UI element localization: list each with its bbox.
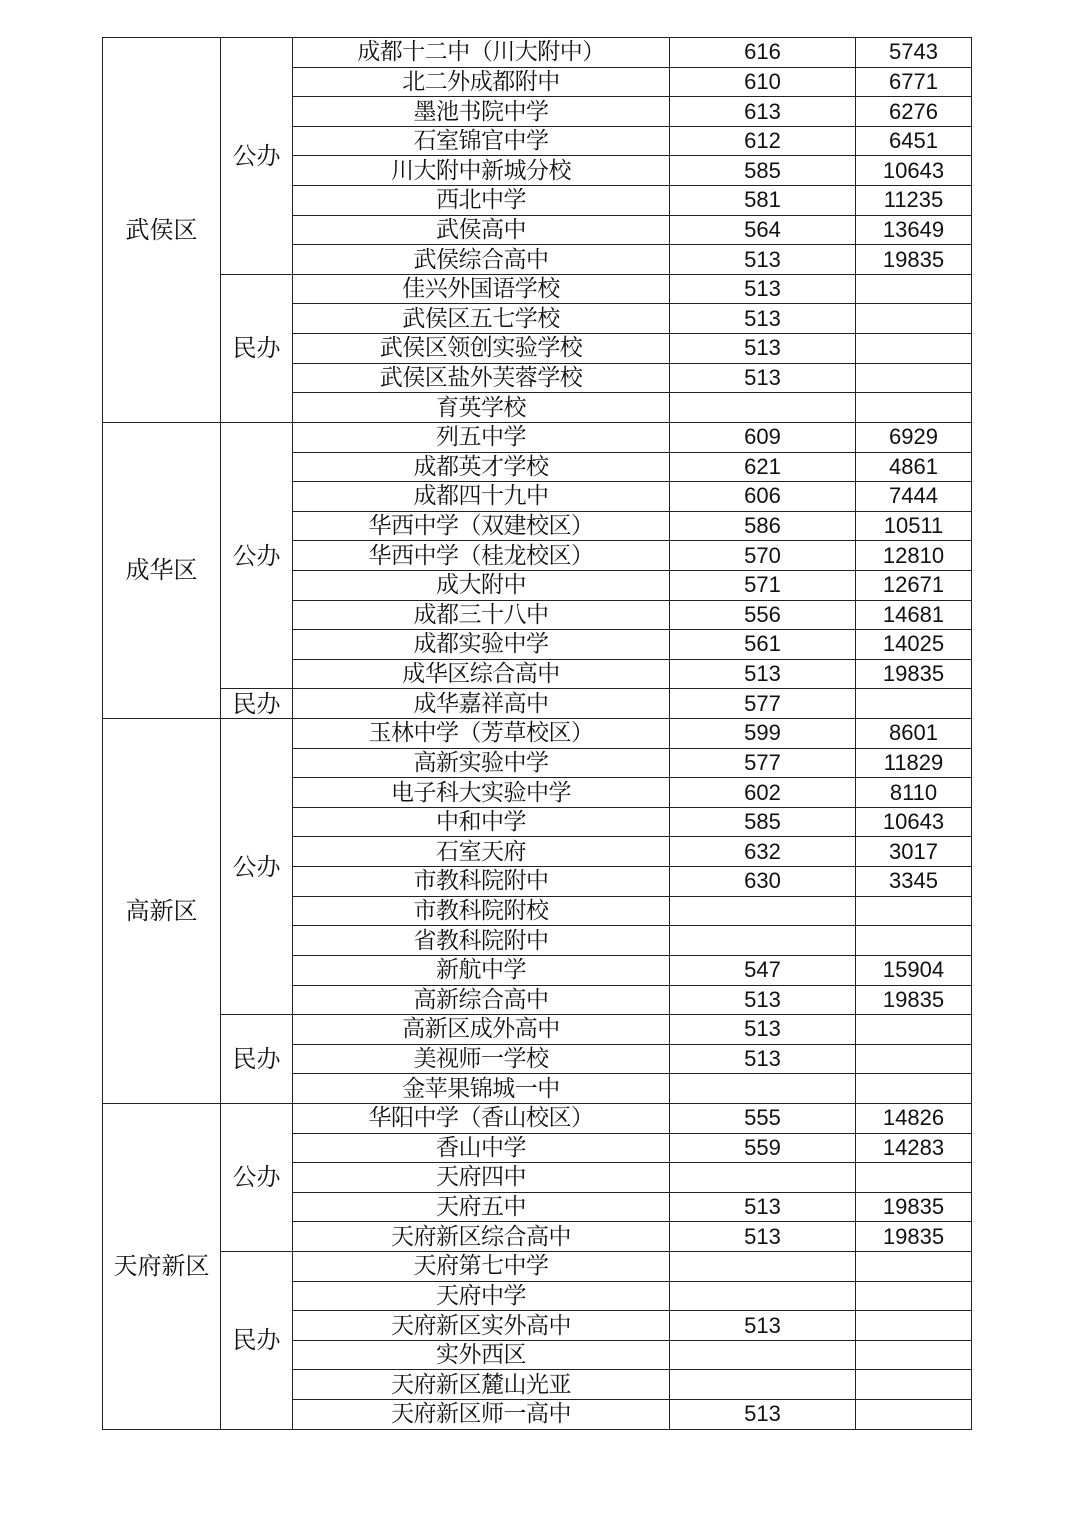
school-name-cell: 武侯区五七学校 — [293, 304, 670, 334]
rank-cell: 6276 — [856, 97, 972, 127]
score-cell: 609 — [670, 422, 856, 452]
rank-cell: 19835 — [856, 1192, 972, 1222]
district-name-cell: 天府新区 — [103, 1103, 221, 1429]
school-name-cell: 中和中学 — [293, 807, 670, 837]
rank-cell — [856, 1281, 972, 1311]
school-name-cell: 成大附中 — [293, 570, 670, 600]
score-cell: 513 — [670, 274, 856, 304]
score-cell: 513 — [670, 1400, 856, 1430]
score-cell — [670, 1251, 856, 1281]
school-name-cell: 市教科院附校 — [293, 896, 670, 926]
school-score-table — [102, 37, 972, 1430]
school-name-cell: 石室天府 — [293, 837, 670, 867]
school-name-cell: 天府五中 — [293, 1192, 670, 1222]
school-name-cell: 玉林中学（芳草校区） — [293, 719, 670, 749]
rank-cell — [856, 1074, 972, 1104]
school-name-cell: 实外西区 — [293, 1340, 670, 1370]
score-cell: 571 — [670, 570, 856, 600]
table-row — [103, 1103, 972, 1133]
rank-cell — [856, 896, 972, 926]
score-cell — [670, 1281, 856, 1311]
school-name-cell: 成华区综合高中 — [293, 659, 670, 689]
table-row — [103, 719, 972, 749]
score-cell: 564 — [670, 215, 856, 245]
school-name-cell: 天府中学 — [293, 1281, 670, 1311]
score-cell: 599 — [670, 719, 856, 749]
score-cell — [670, 926, 856, 956]
school-name-cell: 天府第七中学 — [293, 1251, 670, 1281]
school-name-cell: 西北中学 — [293, 186, 670, 216]
score-cell: 513 — [670, 1044, 856, 1074]
rank-cell — [856, 1251, 972, 1281]
score-cell — [670, 1163, 856, 1193]
rank-cell: 12671 — [856, 570, 972, 600]
score-cell: 616 — [670, 38, 856, 68]
rank-cell — [856, 304, 972, 334]
school-name-cell: 华阳中学（香山校区） — [293, 1103, 670, 1133]
school-name-cell: 成华嘉祥高中 — [293, 689, 670, 719]
rank-cell: 11829 — [856, 748, 972, 778]
score-cell: 561 — [670, 630, 856, 660]
score-cell — [670, 1340, 856, 1370]
score-cell — [670, 1074, 856, 1104]
school-name-cell: 成都十二中（川大附中） — [293, 38, 670, 68]
table-row — [103, 274, 972, 304]
table-row — [103, 689, 972, 719]
school-name-cell: 高新实验中学 — [293, 748, 670, 778]
school-name-cell: 武侯综合高中 — [293, 245, 670, 275]
school-name-cell: 金苹果锦城一中 — [293, 1074, 670, 1104]
school-type-cell: 公办 — [221, 1103, 293, 1251]
rank-cell — [856, 334, 972, 364]
school-name-cell: 天府新区麓山光亚 — [293, 1370, 670, 1400]
school-name-cell: 育英学校 — [293, 393, 670, 423]
rank-cell: 7444 — [856, 482, 972, 512]
rank-cell: 3345 — [856, 867, 972, 897]
score-cell: 513 — [670, 1192, 856, 1222]
table-row — [103, 38, 972, 68]
rank-cell: 10643 — [856, 156, 972, 186]
score-cell — [670, 1370, 856, 1400]
rank-cell: 14283 — [856, 1133, 972, 1163]
school-name-cell: 川大附中新城分校 — [293, 156, 670, 186]
school-name-cell: 列五中学 — [293, 422, 670, 452]
school-name-cell: 省教科院附中 — [293, 926, 670, 956]
score-cell: 606 — [670, 482, 856, 512]
score-cell: 586 — [670, 511, 856, 541]
rank-cell: 19835 — [856, 985, 972, 1015]
school-name-cell: 墨池书院中学 — [293, 97, 670, 127]
rank-cell: 8601 — [856, 719, 972, 749]
table-row — [103, 422, 972, 452]
district-name-cell: 成华区 — [103, 422, 221, 718]
score-cell — [670, 896, 856, 926]
rank-cell: 12810 — [856, 541, 972, 571]
school-name-cell: 武侯高中 — [293, 215, 670, 245]
rank-cell — [856, 1015, 972, 1045]
score-cell: 570 — [670, 541, 856, 571]
score-cell: 513 — [670, 1311, 856, 1341]
rank-cell: 10511 — [856, 511, 972, 541]
rank-cell: 8110 — [856, 778, 972, 808]
rank-cell: 19835 — [856, 1222, 972, 1252]
school-type-cell: 民办 — [221, 689, 293, 719]
admission-score-table-page — [102, 37, 972, 1430]
rank-cell — [856, 393, 972, 423]
rank-cell — [856, 1340, 972, 1370]
score-cell: 613 — [670, 97, 856, 127]
school-name-cell: 天府新区师一高中 — [293, 1400, 670, 1430]
school-name-cell: 市教科院附中 — [293, 867, 670, 897]
rank-cell: 11235 — [856, 186, 972, 216]
score-cell: 513 — [670, 304, 856, 334]
school-name-cell: 华西中学（双建校区） — [293, 511, 670, 541]
school-name-cell: 成都四十九中 — [293, 482, 670, 512]
school-name-cell: 美视师一学校 — [293, 1044, 670, 1074]
school-name-cell: 新航中学 — [293, 955, 670, 985]
score-cell: 513 — [670, 659, 856, 689]
rank-cell — [856, 1400, 972, 1430]
school-type-cell: 公办 — [221, 422, 293, 688]
rank-cell — [856, 1370, 972, 1400]
score-cell: 581 — [670, 186, 856, 216]
school-name-cell: 天府新区实外高中 — [293, 1311, 670, 1341]
school-name-cell: 成都三十八中 — [293, 600, 670, 630]
score-cell: 602 — [670, 778, 856, 808]
rank-cell — [856, 274, 972, 304]
rank-cell: 10643 — [856, 807, 972, 837]
rank-cell: 6929 — [856, 422, 972, 452]
score-cell: 585 — [670, 156, 856, 186]
score-cell: 547 — [670, 955, 856, 985]
score-cell: 610 — [670, 67, 856, 97]
score-cell: 559 — [670, 1133, 856, 1163]
rank-cell — [856, 1163, 972, 1193]
school-type-cell: 公办 — [221, 719, 293, 1015]
score-cell: 513 — [670, 245, 856, 275]
district-name-cell: 高新区 — [103, 719, 221, 1104]
district-name-cell: 武侯区 — [103, 38, 221, 423]
school-type-cell: 民办 — [221, 1251, 293, 1429]
rank-cell: 14025 — [856, 630, 972, 660]
score-cell: 513 — [670, 334, 856, 364]
school-name-cell: 石室锦官中学 — [293, 126, 670, 156]
score-cell: 632 — [670, 837, 856, 867]
rank-cell: 6451 — [856, 126, 972, 156]
score-cell: 577 — [670, 689, 856, 719]
score-cell: 585 — [670, 807, 856, 837]
rank-cell — [856, 1044, 972, 1074]
school-name-cell: 天府新区综合高中 — [293, 1222, 670, 1252]
school-name-cell: 电子科大实验中学 — [293, 778, 670, 808]
score-cell: 513 — [670, 985, 856, 1015]
score-cell: 612 — [670, 126, 856, 156]
rank-cell: 3017 — [856, 837, 972, 867]
school-name-cell: 天府四中 — [293, 1163, 670, 1193]
score-cell: 556 — [670, 600, 856, 630]
rank-cell: 19835 — [856, 245, 972, 275]
school-name-cell: 香山中学 — [293, 1133, 670, 1163]
rank-cell: 19835 — [856, 659, 972, 689]
school-type-cell: 民办 — [221, 274, 293, 422]
school-name-cell: 北二外成都附中 — [293, 67, 670, 97]
school-name-cell: 成都英才学校 — [293, 452, 670, 482]
rank-cell: 4861 — [856, 452, 972, 482]
score-cell: 513 — [670, 1222, 856, 1252]
school-type-cell: 民办 — [221, 1015, 293, 1104]
table-row — [103, 1015, 972, 1045]
school-name-cell: 武侯区盐外芙蓉学校 — [293, 363, 670, 393]
school-type-cell: 公办 — [221, 38, 293, 275]
school-name-cell: 佳兴外国语学校 — [293, 274, 670, 304]
rank-cell: 14826 — [856, 1103, 972, 1133]
score-cell: 630 — [670, 867, 856, 897]
score-cell — [670, 393, 856, 423]
rank-cell — [856, 363, 972, 393]
score-cell: 513 — [670, 363, 856, 393]
school-name-cell: 高新区成外高中 — [293, 1015, 670, 1045]
school-name-cell: 华西中学（桂龙校区） — [293, 541, 670, 571]
table-row — [103, 1251, 972, 1281]
rank-cell: 15904 — [856, 955, 972, 985]
score-cell: 577 — [670, 748, 856, 778]
score-cell: 621 — [670, 452, 856, 482]
school-name-cell: 武侯区领创实验学校 — [293, 334, 670, 364]
score-cell: 555 — [670, 1103, 856, 1133]
school-name-cell: 高新综合高中 — [293, 985, 670, 1015]
rank-cell — [856, 1311, 972, 1341]
rank-cell — [856, 689, 972, 719]
score-cell: 513 — [670, 1015, 856, 1045]
school-name-cell: 成都实验中学 — [293, 630, 670, 660]
rank-cell: 6771 — [856, 67, 972, 97]
rank-cell: 14681 — [856, 600, 972, 630]
rank-cell — [856, 926, 972, 956]
rank-cell: 13649 — [856, 215, 972, 245]
rank-cell: 5743 — [856, 38, 972, 68]
